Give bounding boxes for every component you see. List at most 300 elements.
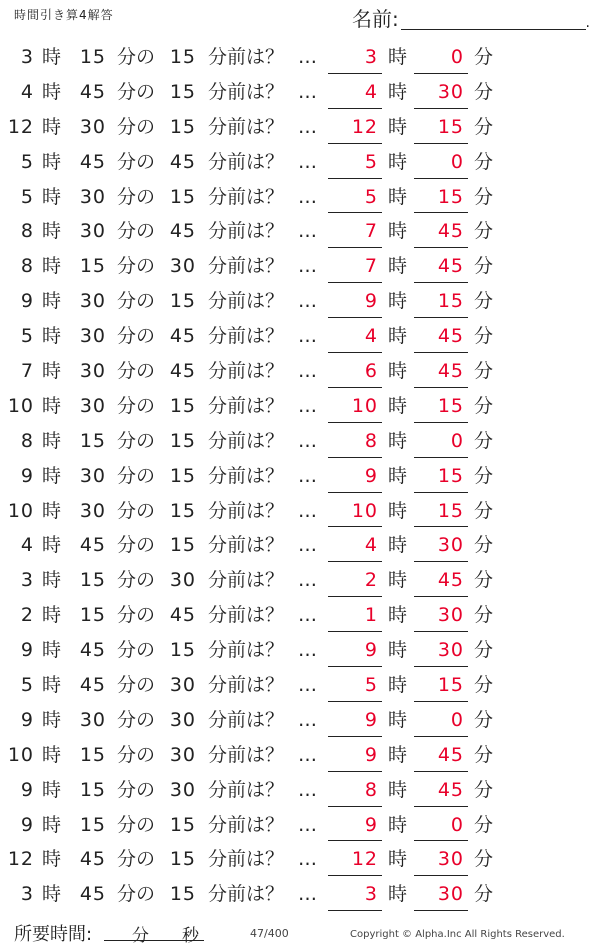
hour-unit: 時 [42, 185, 62, 208]
name-underline [401, 9, 586, 30]
subtract-minutes: 15 [169, 80, 196, 103]
minute-of-unit: 分の [117, 813, 156, 836]
answer-hour-underline [328, 526, 382, 527]
question-text: 分前は？ [208, 743, 285, 766]
problem-row [0, 284, 600, 319]
hour-unit: 時 [42, 115, 62, 138]
answer-hour-underline [328, 736, 382, 737]
answer-hour-underline [328, 631, 382, 632]
answer-minute-underline [414, 212, 468, 213]
problem-row [0, 668, 600, 703]
start-hour: 12 [7, 115, 34, 138]
copyright: Copyright © Alpha.Inc All Rights Reserved. [350, 929, 565, 940]
subtract-minutes: 15 [169, 115, 196, 138]
hour-unit: 時 [42, 604, 62, 627]
required-time-minutes: 分 [132, 926, 149, 946]
worksheet-title: 時間引き算4解答 [14, 8, 114, 22]
answer-hour: 3 [364, 883, 378, 906]
answer-minute-underline [414, 910, 468, 911]
answer-hour: 6 [364, 360, 378, 383]
ellipsis: … [298, 708, 317, 731]
start-minute: 15 [79, 255, 106, 278]
start-hour: 9 [20, 639, 34, 662]
question-text: 分前は？ [208, 429, 285, 452]
answer-hour: 5 [364, 185, 378, 208]
answer-hour: 5 [364, 150, 378, 173]
answer-minute-underline [414, 108, 468, 109]
subtract-minutes: 45 [169, 150, 196, 173]
answer-hour-unit: 時 [388, 708, 408, 731]
problem-row [0, 180, 600, 215]
answer-minute-underline [414, 631, 468, 632]
ellipsis: … [298, 290, 317, 313]
answer-hour: 9 [364, 743, 378, 766]
subtract-minutes: 15 [169, 46, 196, 68]
hour-unit: 時 [42, 639, 62, 662]
minute-of-unit: 分の [117, 394, 156, 417]
ellipsis: … [298, 255, 317, 278]
answer-minute-underline [414, 457, 468, 458]
minute-of-unit: 分の [117, 464, 156, 487]
subtract-minutes: 15 [169, 639, 196, 662]
answer-minute-underline [414, 771, 468, 772]
answer-hour: 9 [364, 639, 378, 662]
start-hour: 10 [7, 499, 34, 522]
subtract-minutes: 30 [169, 778, 196, 801]
answer-hour-unit: 時 [388, 394, 408, 417]
subtract-minutes: 15 [169, 429, 196, 452]
problem-row [0, 110, 600, 145]
question-text: 分前は？ [208, 534, 285, 557]
question-text: 分前は？ [208, 46, 285, 68]
answer-minute: 45 [437, 360, 464, 383]
start-minute: 30 [79, 290, 106, 313]
answer-hour-unit: 時 [388, 639, 408, 662]
start-hour: 5 [20, 674, 34, 697]
subtract-minutes: 45 [169, 604, 196, 627]
answer-minute-underline [414, 422, 468, 423]
minute-of-unit: 分の [117, 534, 156, 557]
start-minute: 15 [79, 46, 106, 68]
start-hour: 4 [20, 80, 34, 103]
minute-of-unit: 分の [117, 46, 156, 68]
answer-minute: 30 [437, 883, 464, 906]
minute-of-unit: 分の [117, 499, 156, 522]
answer-hour-underline [328, 771, 382, 772]
ellipsis: … [298, 464, 317, 487]
answer-minute-underline [414, 143, 468, 144]
answer-hour: 5 [364, 674, 378, 697]
ellipsis: … [298, 499, 317, 522]
subtract-minutes: 15 [169, 883, 196, 906]
answer-minute: 45 [437, 220, 464, 243]
answer-hour-underline [328, 492, 382, 493]
answer-minute-unit: 分 [474, 360, 494, 383]
minute-of-unit: 分の [117, 80, 156, 103]
answer-hour-unit: 時 [388, 255, 408, 278]
answer-minute-unit: 分 [474, 220, 494, 243]
answer-minute-unit: 分 [474, 883, 494, 906]
hour-unit: 時 [42, 429, 62, 452]
start-minute: 15 [79, 778, 106, 801]
question-text: 分前は？ [208, 569, 285, 592]
answer-hour: 7 [364, 255, 378, 278]
answer-minute: 45 [437, 325, 464, 348]
answer-minute-underline [414, 387, 468, 388]
answer-hour-underline [328, 143, 382, 144]
answer-hour-unit: 時 [388, 325, 408, 348]
start-minute: 45 [79, 674, 106, 697]
answer-minute-unit: 分 [474, 394, 494, 417]
answer-hour: 8 [364, 429, 378, 452]
question-text: 分前は？ [208, 394, 285, 417]
answer-minute: 30 [437, 534, 464, 557]
answer-minute-underline [414, 806, 468, 807]
start-hour: 9 [20, 290, 34, 313]
answer-minute: 15 [437, 464, 464, 487]
ellipsis: … [298, 674, 317, 697]
start-minute: 15 [79, 604, 106, 627]
hour-unit: 時 [42, 674, 62, 697]
start-minute: 30 [79, 325, 106, 348]
answer-hour: 8 [364, 778, 378, 801]
answer-hour-underline [328, 282, 382, 283]
start-hour: 9 [20, 778, 34, 801]
answer-minute-unit: 分 [474, 778, 494, 801]
answer-hour-unit: 時 [388, 464, 408, 487]
answer-hour-unit: 時 [388, 46, 408, 68]
minute-of-unit: 分の [117, 708, 156, 731]
problem-row [0, 703, 600, 738]
start-hour: 9 [20, 708, 34, 731]
question-text: 分前は？ [208, 813, 285, 836]
hour-unit: 時 [42, 220, 62, 243]
answer-minute-unit: 分 [474, 813, 494, 836]
hour-unit: 時 [42, 569, 62, 592]
answer-minute: 0 [450, 150, 464, 173]
answer-minute-unit: 分 [474, 255, 494, 278]
problem-list [0, 40, 600, 912]
answer-minute: 30 [437, 639, 464, 662]
hour-unit: 時 [42, 290, 62, 313]
answer-hour-unit: 時 [388, 778, 408, 801]
answer-minute: 0 [450, 46, 464, 68]
minute-of-unit: 分の [117, 185, 156, 208]
answer-hour-underline [328, 840, 382, 841]
question-text: 分前は？ [208, 290, 285, 313]
problem-row [0, 75, 600, 110]
ellipsis: … [298, 360, 317, 383]
answer-minute-underline [414, 73, 468, 74]
ellipsis: … [298, 46, 317, 68]
answer-minute-unit: 分 [474, 848, 494, 871]
answer-hour-unit: 時 [388, 569, 408, 592]
minute-of-unit: 分の [117, 848, 156, 871]
answer-hour: 9 [364, 464, 378, 487]
answer-hour-underline [328, 247, 382, 248]
answer-minute-unit: 分 [474, 150, 494, 173]
minute-of-unit: 分の [117, 290, 156, 313]
hour-unit: 時 [42, 46, 62, 68]
answer-hour-unit: 時 [388, 604, 408, 627]
answer-minute-unit: 分 [474, 80, 494, 103]
answer-hour-unit: 時 [388, 674, 408, 697]
start-minute: 45 [79, 883, 106, 906]
answer-minute-unit: 分 [474, 290, 494, 313]
answer-hour: 10 [351, 394, 378, 417]
ellipsis: … [298, 429, 317, 452]
start-minute: 45 [79, 80, 106, 103]
answer-minute-unit: 分 [474, 185, 494, 208]
minute-of-unit: 分の [117, 115, 156, 138]
answer-hour: 4 [364, 325, 378, 348]
answer-hour-underline [328, 596, 382, 597]
answer-hour-underline [328, 806, 382, 807]
start-hour: 5 [20, 150, 34, 173]
answer-minute-underline [414, 666, 468, 667]
answer-hour: 12 [351, 115, 378, 138]
subtract-minutes: 30 [169, 708, 196, 731]
name-field [352, 4, 590, 30]
answer-minute-unit: 分 [474, 534, 494, 557]
start-hour: 3 [20, 46, 34, 68]
answer-hour-unit: 時 [388, 743, 408, 766]
ellipsis: … [298, 639, 317, 662]
minute-of-unit: 分の [117, 220, 156, 243]
answer-minute-unit: 分 [474, 639, 494, 662]
answer-minute: 0 [450, 429, 464, 452]
answer-minute-unit: 分 [474, 604, 494, 627]
ellipsis: … [298, 325, 317, 348]
question-text: 分前は？ [208, 80, 285, 103]
start-minute: 30 [79, 464, 106, 487]
answer-minute-underline [414, 352, 468, 353]
answer-minute-underline [414, 282, 468, 283]
start-minute: 30 [79, 394, 106, 417]
question-text: 分前は？ [208, 464, 285, 487]
subtract-minutes: 15 [169, 499, 196, 522]
answer-hour: 3 [364, 46, 378, 68]
subtract-minutes: 30 [169, 569, 196, 592]
minute-of-unit: 分の [117, 743, 156, 766]
answer-hour: 4 [364, 534, 378, 557]
answer-minute: 45 [437, 743, 464, 766]
answer-minute-underline [414, 561, 468, 562]
question-text: 分前は？ [208, 255, 285, 278]
subtract-minutes: 15 [169, 394, 196, 417]
minute-of-unit: 分の [117, 429, 156, 452]
answer-hour-unit: 時 [388, 360, 408, 383]
answer-hour-underline [328, 666, 382, 667]
hour-unit: 時 [42, 150, 62, 173]
answer-minute: 30 [437, 604, 464, 627]
problem-row [0, 563, 600, 598]
answer-minute-unit: 分 [474, 115, 494, 138]
answer-minute: 30 [437, 80, 464, 103]
question-text: 分前は？ [208, 674, 285, 697]
start-minute: 15 [79, 743, 106, 766]
problem-row [0, 633, 600, 668]
start-hour: 5 [20, 185, 34, 208]
start-hour: 8 [20, 429, 34, 452]
footer [0, 918, 600, 946]
question-text: 分前は？ [208, 325, 285, 348]
answer-minute: 0 [450, 708, 464, 731]
answer-hour-unit: 時 [388, 813, 408, 836]
problem-row [0, 877, 600, 912]
problem-row [0, 459, 600, 494]
answer-hour-underline [328, 561, 382, 562]
question-text: 分前は？ [208, 185, 285, 208]
answer-minute: 45 [437, 778, 464, 801]
answer-hour-underline [328, 457, 382, 458]
ellipsis: … [298, 80, 317, 103]
answer-minute: 45 [437, 255, 464, 278]
hour-unit: 時 [42, 394, 62, 417]
start-minute: 15 [79, 569, 106, 592]
subtract-minutes: 15 [169, 185, 196, 208]
answer-hour-unit: 時 [388, 220, 408, 243]
answer-hour-unit: 時 [388, 290, 408, 313]
start-minute: 30 [79, 360, 106, 383]
start-hour: 3 [20, 569, 34, 592]
answer-minute: 15 [437, 115, 464, 138]
subtract-minutes: 15 [169, 290, 196, 313]
answer-hour-unit: 時 [388, 848, 408, 871]
required-time-label: 所要時間: [14, 924, 93, 945]
subtract-minutes: 45 [169, 220, 196, 243]
subtract-minutes: 15 [169, 534, 196, 557]
start-hour: 3 [20, 883, 34, 906]
start-hour: 8 [20, 220, 34, 243]
answer-minute: 30 [437, 848, 464, 871]
answer-minute-unit: 分 [474, 569, 494, 592]
answer-hour-underline [328, 178, 382, 179]
question-text: 分前は？ [208, 848, 285, 871]
subtract-minutes: 45 [169, 325, 196, 348]
question-text: 分前は？ [208, 708, 285, 731]
ellipsis: … [298, 394, 317, 417]
answer-minute: 15 [437, 394, 464, 417]
answer-minute-underline [414, 875, 468, 876]
hour-unit: 時 [42, 360, 62, 383]
minute-of-unit: 分の [117, 255, 156, 278]
start-minute: 15 [79, 813, 106, 836]
start-hour: 8 [20, 255, 34, 278]
question-text: 分前は？ [208, 639, 285, 662]
hour-unit: 時 [42, 848, 62, 871]
minute-of-unit: 分の [117, 360, 156, 383]
answer-minute-underline [414, 526, 468, 527]
problem-row [0, 389, 600, 424]
subtract-minutes: 15 [169, 813, 196, 836]
answer-minute-unit: 分 [474, 325, 494, 348]
answer-hour-unit: 時 [388, 115, 408, 138]
hour-unit: 時 [42, 708, 62, 731]
ellipsis: … [298, 534, 317, 557]
start-hour: 10 [7, 743, 34, 766]
answer-minute: 15 [437, 290, 464, 313]
ellipsis: … [298, 604, 317, 627]
minute-of-unit: 分の [117, 674, 156, 697]
start-hour: 7 [20, 360, 34, 383]
answer-hour: 1 [364, 604, 378, 627]
question-text: 分前は？ [208, 778, 285, 801]
problem-row [0, 528, 600, 563]
start-minute: 45 [79, 534, 106, 557]
start-hour: 9 [20, 464, 34, 487]
question-text: 分前は？ [208, 360, 285, 383]
ellipsis: … [298, 150, 317, 173]
start-hour: 4 [20, 534, 34, 557]
page-number: 47/400 [250, 927, 289, 940]
minute-of-unit: 分の [117, 883, 156, 906]
hour-unit: 時 [42, 464, 62, 487]
problem-row [0, 354, 600, 389]
hour-unit: 時 [42, 499, 62, 522]
problem-row [0, 424, 600, 459]
answer-minute-unit: 分 [474, 743, 494, 766]
hour-unit: 時 [42, 743, 62, 766]
answer-minute-underline [414, 701, 468, 702]
answer-minute: 0 [450, 813, 464, 836]
ellipsis: … [298, 813, 317, 836]
name-end-dot: . [585, 15, 590, 31]
ellipsis: … [298, 569, 317, 592]
answer-hour-unit: 時 [388, 150, 408, 173]
hour-unit: 時 [42, 255, 62, 278]
answer-minute: 15 [437, 674, 464, 697]
answer-minute-unit: 分 [474, 674, 494, 697]
answer-hour-unit: 時 [388, 499, 408, 522]
answer-minute-unit: 分 [474, 429, 494, 452]
ellipsis: … [298, 185, 317, 208]
problem-row [0, 319, 600, 354]
answer-minute-underline [414, 247, 468, 248]
answer-hour: 7 [364, 220, 378, 243]
start-minute: 30 [79, 708, 106, 731]
problem-row [0, 773, 600, 808]
answer-minute-underline [414, 736, 468, 737]
name-label: 名前: [352, 7, 399, 31]
answer-hour: 12 [351, 848, 378, 871]
answer-hour-underline [328, 875, 382, 876]
hour-unit: 時 [42, 778, 62, 801]
hour-unit: 時 [42, 813, 62, 836]
answer-hour-underline [328, 701, 382, 702]
answer-minute-underline [414, 317, 468, 318]
start-hour: 9 [20, 813, 34, 836]
ellipsis: … [298, 883, 317, 906]
minute-of-unit: 分の [117, 639, 156, 662]
required-time-seconds: 秒 [182, 926, 199, 946]
problem-row [0, 249, 600, 284]
answer-hour-unit: 時 [388, 429, 408, 452]
subtract-minutes: 30 [169, 674, 196, 697]
answer-minute: 45 [437, 569, 464, 592]
answer-hour: 9 [364, 708, 378, 731]
answer-hour: 10 [351, 499, 378, 522]
hour-unit: 時 [42, 325, 62, 348]
problem-row [0, 40, 600, 75]
answer-hour-unit: 時 [388, 80, 408, 103]
answer-minute: 15 [437, 185, 464, 208]
question-text: 分前は？ [208, 499, 285, 522]
answer-minute-underline [414, 492, 468, 493]
answer-hour-underline [328, 108, 382, 109]
answer-hour: 2 [364, 569, 378, 592]
subtract-minutes: 45 [169, 360, 196, 383]
